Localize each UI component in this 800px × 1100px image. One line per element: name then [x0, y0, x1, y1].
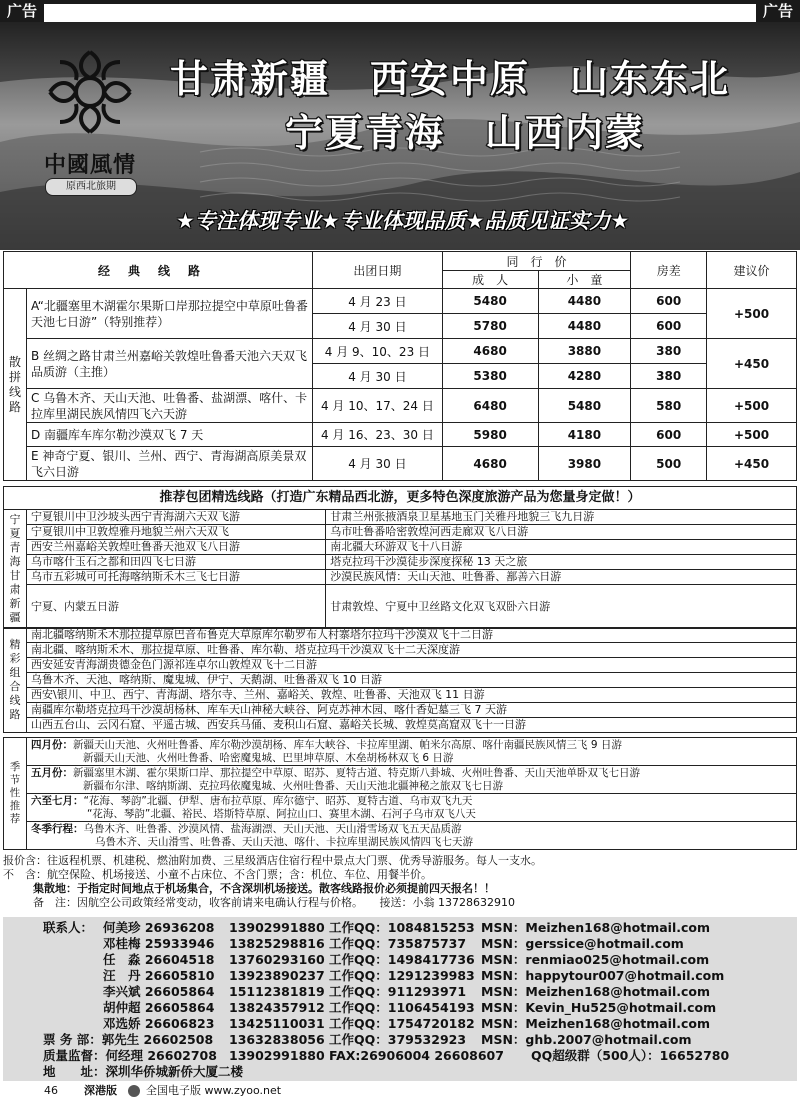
col-adult-header: 成 人	[442, 271, 538, 289]
contact-qq: 工作QQ：735875737	[329, 936, 467, 951]
ad-tag-left: 广告	[0, 0, 44, 22]
season-line: “花海、琴韵”北疆、裕民、塔斯特草原、阿拉山口、赛里木湖、石河子乌市双飞八天	[86, 807, 476, 820]
list-item: 宁夏银川中卫敦煌雅丹地貌兰州六天双飞	[26, 525, 325, 540]
contact-name: 任 淼 26604518	[103, 952, 215, 967]
col-child-header: 小 童	[538, 271, 631, 289]
season-line: 乌鲁木齐、吐鲁番、沙漠风情、盐海湖漂、天山天池、天山滑雪场双飞五天品质游	[83, 822, 462, 835]
contact-mobile: 15112381819	[229, 984, 325, 999]
table-row	[4, 339, 797, 364]
room-diff: 580	[631, 389, 707, 423]
season-row	[26, 766, 796, 794]
route-date: 4 月 10、17、24 日	[313, 389, 443, 423]
child-price: 3980	[538, 447, 631, 481]
suggest-price: +500	[707, 289, 797, 339]
headline-1: 甘肃新疆 西安中原 山东东北	[170, 57, 731, 101]
regional-routes-table	[3, 509, 797, 629]
room-diff: 380	[631, 364, 707, 389]
contact-mobile: 13760293160	[229, 952, 325, 967]
quality-fax: FAX:26906004 26608607	[329, 1048, 504, 1063]
list-item: 西安\银川、中卫、西宁、青海湖、塔尔寺、兰州、嘉峪关、敦煌、吐鲁番、天池双飞 11 日游	[26, 688, 796, 703]
contact-mobile: 13824357912	[229, 1000, 325, 1015]
list-item: 塔克拉玛干沙漠徒步深度探秘 13 天之旅	[326, 555, 797, 570]
season-line: “花海、琴韵”北疆、伊犁、唐布拉草原、库尔德宁、昭苏、夏特古道、乌市双飞九天	[83, 794, 473, 807]
contact-msn: MSN：Meizhen168@hotmail.com	[481, 1016, 711, 1031]
section-label: 宁夏青海甘肃新疆	[4, 510, 27, 629]
child-price: 4180	[538, 423, 631, 447]
contact-msn: MSN：happytour007@hotmail.com	[481, 968, 725, 983]
table-row	[4, 389, 797, 423]
edition-label: 深港版	[84, 1084, 117, 1097]
finance-qq: 工作QQ：379532923	[329, 1032, 467, 1047]
classic-routes-table	[3, 251, 797, 481]
finance-msn: MSN：ghb.2007@hotmail.com	[481, 1032, 692, 1047]
route-date: 4 月 23 日	[313, 289, 443, 314]
list-item: 南疆库尔勒塔克拉玛干沙漠胡杨林、库车天山神秘大峡谷、阿克苏神木园、喀什香妃墓三飞 7 天游	[26, 703, 796, 718]
adult-price: 4680	[442, 447, 538, 481]
contact-msn: MSN：gerssice@hotmail.com	[481, 936, 684, 951]
contact-name: 何美珍 26936208	[103, 920, 215, 935]
contact-mobile: 13923890237	[229, 968, 325, 983]
child-price: 4480	[538, 314, 631, 339]
page-footer	[0, 1082, 800, 1100]
contact-msn: MSN：Meizhen168@hotmail.com	[481, 984, 711, 999]
logo-title: 中國風情	[43, 152, 136, 178]
list-item: 甘肃敦煌、宁夏中卫丝路文化双飞双卧六日游	[326, 585, 797, 629]
contact-qq: 工作QQ：1084815253	[329, 920, 475, 935]
page-number: 46	[44, 1084, 58, 1097]
list-item: 西安延安青海湖贵德金色门源祁连卓尔山敦煌双飞十二日游	[26, 658, 796, 673]
room-diff: 600	[631, 289, 707, 314]
contact-qq: 工作QQ：1498417736	[329, 952, 475, 967]
list-item: 山西五台山、云冈石窟、平遥古城、西安兵马俑、麦积山石窟、嘉峪关长城、敦煌莫高窟双飞十一日游	[26, 718, 796, 733]
note-include: 报价含：往返程机票、机建税、燃油附加费、三星级酒店住宿行程中景点大门票、优秀导游服务。每人一支水。	[3, 854, 542, 867]
season-month: 四月份：	[30, 738, 73, 751]
finance-mobile: 13632838056	[229, 1032, 325, 1047]
contact-msn: MSN：Meizhen168@hotmail.com	[481, 920, 711, 935]
hero-banner	[0, 22, 800, 250]
col-date-header: 出团日期	[313, 252, 443, 289]
season-month: 五月份：	[30, 766, 73, 779]
list-item: 南北疆喀纳斯禾木那拉提草原巴音布鲁克大草原库尔勒罗布人村寨塔尔拉玛干沙漠双飞十二日游	[26, 628, 796, 643]
ad-tag-right: 广告	[756, 0, 800, 22]
contact-label: 联系人：	[43, 920, 94, 935]
contact-qq: 工作QQ：911293971	[329, 984, 467, 999]
list-item: 乌市吐鲁番哈密敦煌河西走廊双飞八日游	[326, 525, 797, 540]
season-row	[26, 738, 796, 766]
recommend-title: 推荐包团精选线路（打造广东精品西北游，更多特色深度旅游产品为您量身定做！）	[3, 486, 797, 510]
suggest-price: +500	[707, 389, 797, 423]
route-a: A“北疆塞里木湖霍尔果斯口岸那拉提空中草原吐鲁番天池七日游”（特别推荐）	[26, 289, 312, 339]
quality-label: 质量监督：何经理 26602708	[43, 1048, 217, 1063]
contact-name: 邓桂梅 25933946	[103, 936, 215, 951]
section-label: 精彩组合线路	[4, 628, 27, 733]
price-notes	[3, 854, 795, 910]
contact-name: 胡仲超 26605864	[103, 1000, 215, 1015]
logo-subtitle: 原西北旅期	[45, 178, 137, 196]
table-title: 经典线路	[4, 252, 313, 289]
col-peer-header: 同 行 价	[442, 252, 631, 271]
contact-msn: MSN：renmiao025@hotmail.com	[481, 952, 710, 967]
suggest-price: +450	[707, 339, 797, 389]
adult-price: 5780	[442, 314, 538, 339]
contact-name: 李兴斌 26605864	[103, 984, 215, 999]
address: 地 址：深圳华侨城新侨大厦二楼	[43, 1064, 244, 1079]
note-exclude: 不 含：航空保险、机场接送、小童不占床位、不含门票；含：机位、车位、用餐半价。	[3, 868, 432, 881]
room-diff: 380	[631, 339, 707, 364]
list-item: 宁夏银川中卫沙坡头西宁青海湖六天双飞游	[26, 510, 325, 525]
list-item: 南北疆大环游双飞十八日游	[326, 540, 797, 555]
contact-mobile: 13902991880	[229, 920, 325, 935]
adult-price: 5980	[442, 423, 538, 447]
route-c: C 乌鲁木齐、天山天池、吐鲁番、盐湖漂、喀什、卡拉库里湖民族风情四飞六天游	[26, 389, 312, 423]
season-line: 乌鲁木齐、天山滑雪、吐鲁番、天山天池、喀什、卡拉库里湖民族风情四飞七天游	[94, 835, 473, 848]
note-gather: 集散地：于指定时间地点于机场集合，不含深圳机场接送。散客线路报价必须提前四天报名！！	[33, 882, 495, 895]
child-price: 4480	[538, 289, 631, 314]
slogan: ★专注体现专业★专业体现品质★品质见证实力★	[176, 209, 630, 233]
table-row	[4, 289, 797, 314]
season-month: 六至七月：	[30, 794, 84, 807]
contact-panel	[3, 917, 797, 1081]
contact-qq: 工作QQ：1291239983	[329, 968, 475, 983]
list-item: 南北疆、喀纳斯禾木、那拉提草原、吐鲁番、库尔勒、塔克拉玛干沙漠双飞十二天深度游	[26, 643, 796, 658]
contact-mobile: 13825298816	[229, 936, 325, 951]
suggest-price: +450	[707, 447, 797, 481]
contact-mobile: 13425110031	[229, 1016, 325, 1031]
top-rule	[0, 0, 800, 4]
group-label: 散拼线路	[4, 289, 27, 481]
list-item: 乌市五彩城可可托海喀纳斯禾木三飞七日游	[26, 570, 325, 585]
site-url: 全国电子版 www.zyoo.net	[146, 1084, 282, 1097]
route-e: E 神奇宁夏、银川、兰州、西宁、青海湖高原美景双飞六日游	[26, 447, 312, 481]
adult-price: 5480	[442, 289, 538, 314]
list-item: 宁夏、内蒙五日游	[26, 585, 325, 629]
route-date: 4 月 30 日	[313, 314, 443, 339]
season-month: 冬季行程：	[30, 822, 84, 835]
season-row	[26, 822, 796, 850]
list-item: 乌市喀什玉石之都和田四飞七日游	[26, 555, 325, 570]
route-b: B 丝绸之路甘肃兰州嘉峪关敦煌吐鲁番天池六天双飞品质游（主推）	[26, 339, 312, 389]
contact-name: 汪 丹 26605810	[103, 968, 215, 983]
route-d: D 南疆库车库尔勒沙漠双飞 7 天	[26, 423, 312, 447]
child-price: 4280	[538, 364, 631, 389]
headline-2: 宁夏青海 山西内蒙	[285, 111, 646, 155]
suggest-price: +500	[707, 423, 797, 447]
child-price: 5480	[538, 389, 631, 423]
season-line: 新疆天山天池、火州吐鲁番、哈密魔鬼城、巴里坤草原、木垒胡杨林双飞 6 日游	[82, 751, 454, 764]
child-price: 3880	[538, 339, 631, 364]
seasonal-routes-table	[3, 737, 797, 850]
adult-price: 4680	[442, 339, 538, 364]
route-date: 4 月 30 日	[313, 364, 443, 389]
note-remark: 备 注：因航空公司政策经常变动，收客前请来电确认行程与价格。 接送：小翁 13728632910	[33, 896, 515, 909]
list-item: 乌鲁木齐、天池、喀纳斯、魔鬼城、伊宁、天鹅湖、吐鲁番双飞 10 日游	[26, 673, 796, 688]
list-item: 沙漠民族风情：天山天池、吐鲁番、鄯善六日游	[326, 570, 797, 585]
contact-qq: 工作QQ：1754720182	[329, 1016, 475, 1031]
finance-label: 票 务 部：郭先生 26602508	[43, 1032, 214, 1047]
section-label: 季节性推荐	[4, 738, 27, 850]
season-line: 新疆塞里木湖、霍尔果斯口岸、那拉提空中草原、昭苏、夏特古道、特克斯八卦城、火州吐鲁番、天山天池单卧双飞七日游	[72, 766, 640, 779]
list-item: 甘肃兰州张掖酒泉卫星基地玉门关雅丹地貌三飞九日游	[326, 510, 797, 525]
table-row	[4, 423, 797, 447]
col-suggest-header: 建议价	[707, 252, 797, 289]
route-date: 4 月 9、10、23 日	[313, 339, 443, 364]
contact-msn: MSN：Kevin_Hu525@hotmail.com	[481, 1000, 717, 1015]
contact-qq: 工作QQ：1106454193	[329, 1000, 475, 1015]
season-line: 新疆布尔津、喀纳斯湖、克拉玛依魔鬼城、火州吐鲁番、天山天池北疆神秘之旅双飞七日游	[82, 779, 503, 792]
contact-name: 邓选娇 26606823	[103, 1016, 215, 1031]
room-diff: 600	[631, 423, 707, 447]
table-row	[4, 447, 797, 481]
route-date: 4 月 16、23、30 日	[313, 423, 443, 447]
combo-routes-table	[3, 627, 797, 733]
adult-price: 6480	[442, 389, 538, 423]
list-item: 西安兰州嘉峪关敦煌吐鲁番天池双飞八日游	[26, 540, 325, 555]
route-date: 4 月 30 日	[313, 447, 443, 481]
quality-mobile: 13902991880	[229, 1048, 325, 1063]
adult-price: 5380	[442, 364, 538, 389]
room-diff: 600	[631, 314, 707, 339]
site-logo-icon	[128, 1085, 140, 1097]
col-room-header: 房差	[631, 252, 707, 289]
room-diff: 500	[631, 447, 707, 481]
season-row	[26, 794, 796, 822]
season-line: 新疆天山天池、火州吐鲁番、库尔勒沙漠胡杨、库车大峡谷、卡拉库里湖、帕米尔高原、喀什南疆民族风情三飞 9 日游	[72, 738, 622, 751]
quality-group: QQ超级群（500人）：16652780	[531, 1048, 730, 1063]
